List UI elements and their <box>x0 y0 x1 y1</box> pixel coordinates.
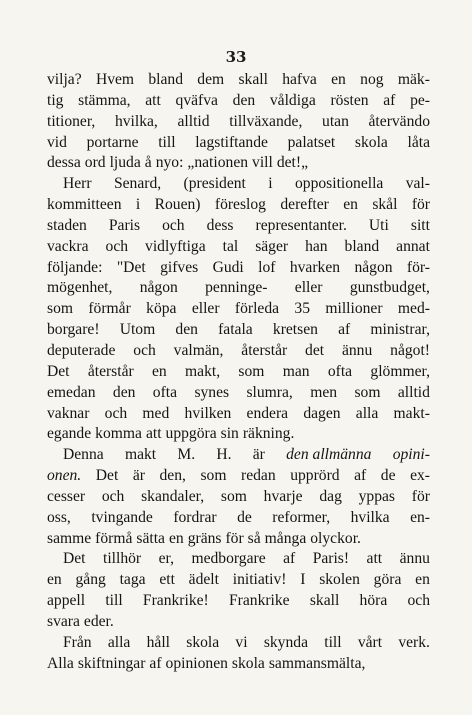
word: vill <box>252 154 273 172</box>
word: medborgare <box>191 550 266 568</box>
word: som <box>238 362 265 380</box>
word: som <box>220 487 247 505</box>
word: alla <box>355 404 379 422</box>
word: egande <box>47 425 92 443</box>
text-line <box>47 466 430 487</box>
word: verk. <box>398 633 430 651</box>
word: mäk- <box>397 71 430 88</box>
word: tal <box>222 237 239 255</box>
text-line <box>47 591 430 612</box>
word: af <box>283 550 296 568</box>
page-number: 33 <box>225 48 247 66</box>
text-line <box>47 70 430 91</box>
paragraph <box>47 549 430 632</box>
text-line <box>47 278 430 299</box>
word: mögenhet, <box>47 279 113 297</box>
word: dag <box>319 487 342 505</box>
word: bland <box>148 71 183 88</box>
text-line <box>47 383 430 404</box>
word: af <box>383 91 396 109</box>
word: göra <box>373 571 402 589</box>
word: Från <box>63 633 92 651</box>
text-line <box>47 612 430 633</box>
word: af <box>354 467 367 485</box>
word: olyckor. <box>310 529 361 547</box>
word: för <box>411 196 430 214</box>
word: för <box>225 529 244 547</box>
word: en <box>331 71 346 88</box>
text-line <box>47 258 430 279</box>
word: som <box>47 300 73 318</box>
word: räkning. <box>242 425 295 443</box>
word: Herr <box>63 175 92 193</box>
word: vaknar <box>47 404 90 422</box>
word: man <box>282 362 310 380</box>
word: dagen <box>303 404 341 422</box>
word: och <box>133 341 156 359</box>
text-line <box>47 445 430 466</box>
text-line <box>47 153 430 174</box>
word: är <box>132 467 145 485</box>
word: skolen <box>319 571 360 589</box>
word: å <box>144 154 152 172</box>
word: förmå <box>95 529 133 547</box>
word: (president <box>183 175 246 193</box>
word: bland <box>344 237 380 255</box>
word: Rouen) <box>154 196 201 214</box>
word: initiativ! <box>232 571 287 589</box>
word: Det <box>47 362 70 380</box>
word: återstår <box>87 362 134 380</box>
word: glömmer, <box>370 362 430 380</box>
word: staden <box>47 216 87 234</box>
word: "Det <box>116 258 146 276</box>
text-line <box>47 237 430 258</box>
word: opinionen <box>165 654 228 672</box>
word: att <box>366 550 383 568</box>
word: opini- <box>392 446 430 464</box>
word: hvarken <box>289 258 341 276</box>
word: Senard, <box>113 175 162 193</box>
word: den, <box>159 467 186 485</box>
word: portarne <box>86 133 139 151</box>
word: och <box>407 592 430 610</box>
word: makt- <box>393 404 430 422</box>
text-line <box>47 404 430 425</box>
word: hvilka <box>350 508 390 526</box>
word: ex- <box>410 467 430 485</box>
word: uppgöra <box>165 425 217 443</box>
word: gunstbudget, <box>349 279 430 297</box>
word: skål <box>372 196 398 214</box>
word: eller <box>191 300 220 318</box>
word: af <box>338 321 351 339</box>
word: en <box>415 571 430 589</box>
text-line <box>47 216 430 237</box>
word: skynda <box>263 633 308 651</box>
word: gräns <box>187 529 222 547</box>
word: skandaler, <box>141 487 205 505</box>
word: de <box>380 467 396 485</box>
word: af <box>149 654 162 672</box>
word: alltid <box>397 383 430 401</box>
word: Frankrike! <box>142 592 209 610</box>
word: Paris <box>108 216 141 234</box>
word: håll <box>146 633 170 651</box>
word: endera <box>246 404 289 422</box>
word: appell <box>47 592 86 610</box>
text-line <box>47 91 430 112</box>
word: makt <box>124 446 157 464</box>
paragraph <box>47 174 430 445</box>
text-line <box>47 112 430 133</box>
word: sammansmälta, <box>268 654 366 672</box>
word: tillhör <box>102 550 142 568</box>
word: Utom <box>119 321 156 339</box>
word: komma <box>95 425 142 443</box>
word: vi <box>235 633 248 651</box>
word: återvändo <box>368 112 430 130</box>
word: som <box>354 383 381 401</box>
word: ofta <box>327 362 353 380</box>
word: millioner <box>325 300 383 318</box>
word: för- <box>406 258 430 276</box>
text-line <box>47 362 430 383</box>
word: fordrar <box>173 508 217 526</box>
text-line <box>47 549 430 570</box>
word: H. <box>216 446 232 464</box>
word: den <box>232 91 256 109</box>
text-line <box>47 654 430 675</box>
word: dem <box>197 71 225 88</box>
text-line <box>47 570 430 591</box>
word: skiftningar <box>77 654 146 672</box>
word: makt, <box>185 362 221 380</box>
word: någon <box>354 258 393 276</box>
word: sin <box>220 425 239 443</box>
word: som <box>200 467 227 485</box>
word: qväfva <box>175 91 218 109</box>
word: sätta <box>136 529 165 547</box>
word: ministrar, <box>370 321 430 339</box>
word: en <box>343 196 358 214</box>
word: lof <box>258 258 276 276</box>
word: höra <box>359 592 388 610</box>
word: den allmänna <box>286 446 372 464</box>
word: med- <box>397 300 430 318</box>
word: vackra <box>47 237 89 255</box>
word: eller <box>294 279 323 297</box>
word: cesser <box>47 487 86 505</box>
word: upprörd <box>290 467 340 485</box>
word: Denna <box>63 446 104 464</box>
text-line <box>47 133 430 154</box>
word: pe- <box>410 91 430 109</box>
word: lagstiftande <box>195 133 268 151</box>
word: nog <box>360 71 384 88</box>
text-line <box>47 529 430 550</box>
text-line <box>47 320 430 341</box>
word: M. <box>177 446 196 464</box>
word: alla <box>107 633 131 651</box>
word: redan <box>241 467 276 485</box>
word: till <box>105 592 123 610</box>
word: ofta <box>152 383 178 401</box>
word: i <box>135 196 141 214</box>
text-line <box>47 633 430 654</box>
word: följande: <box>47 258 103 276</box>
word: förleda <box>234 300 280 318</box>
word: vårt <box>357 633 383 651</box>
word: borgare! <box>47 321 100 339</box>
word: det!„ <box>276 154 309 172</box>
word: oppositionella <box>294 175 384 193</box>
word: den <box>175 321 198 339</box>
word: köpa <box>146 300 177 318</box>
word: kretsen <box>272 321 318 339</box>
word: det <box>305 341 325 359</box>
word: eder. <box>83 612 114 630</box>
word: sitt <box>410 216 430 234</box>
word: kommitteen <box>47 196 122 214</box>
word: palatset <box>287 133 336 151</box>
word: er, <box>158 550 174 568</box>
word: till <box>324 633 342 651</box>
word: ord <box>84 154 106 172</box>
word: annat <box>396 237 430 255</box>
word: stämma, <box>78 91 131 109</box>
word: Det <box>95 467 119 485</box>
word: Hvem <box>95 71 135 88</box>
text-line <box>47 487 430 508</box>
word: ljuda <box>109 154 141 172</box>
word: är <box>252 446 265 464</box>
word: säger <box>255 237 289 255</box>
word: hvarje <box>263 487 303 505</box>
word: Uti <box>368 216 389 234</box>
word: för <box>411 487 430 505</box>
word: den <box>112 383 136 401</box>
word: och <box>105 237 129 255</box>
word: penninge- <box>205 279 268 297</box>
word: titioner, <box>47 112 96 130</box>
word: samme <box>47 529 92 547</box>
word: föreslog <box>214 196 266 214</box>
word: tillväxande, <box>229 112 303 130</box>
word: våldiga <box>269 91 316 109</box>
word: ädelt <box>188 571 219 589</box>
word: tvingande <box>91 508 153 526</box>
word: utan <box>322 112 349 130</box>
word: yppas <box>358 487 396 505</box>
text-line <box>47 424 430 445</box>
word: låta <box>407 133 430 151</box>
word: Gudi <box>212 258 244 276</box>
word: gång <box>75 571 106 589</box>
word: och <box>101 487 125 505</box>
word: 35 <box>294 300 310 318</box>
word: deputerade <box>47 341 116 359</box>
word: skola <box>186 633 220 651</box>
word: ännu <box>399 550 430 568</box>
word: representanter. <box>255 216 347 234</box>
paragraph <box>47 70 430 174</box>
word: alltid <box>177 112 210 130</box>
word: gifves <box>160 258 199 276</box>
text-line <box>47 174 430 195</box>
word: rösten <box>330 91 369 109</box>
word: en <box>47 571 62 589</box>
word: skola <box>354 133 388 151</box>
word: de <box>237 508 252 526</box>
word: Det <box>63 550 86 568</box>
paragraph <box>47 445 430 549</box>
word: många <box>264 529 307 547</box>
word: med <box>142 404 170 422</box>
word: nyo: <box>155 154 184 172</box>
word: dess <box>206 216 234 234</box>
word: taga <box>119 571 146 589</box>
text-line <box>47 341 430 362</box>
word: en- <box>410 508 430 526</box>
word: Paris! <box>312 550 350 568</box>
word: han <box>305 237 328 255</box>
word: derefter <box>280 196 329 214</box>
word: någon <box>139 279 178 297</box>
word: återstår <box>241 341 288 359</box>
word: förmår <box>88 300 131 318</box>
text-line <box>47 299 430 320</box>
word: onen. <box>47 467 82 485</box>
word: så <box>247 529 261 547</box>
word: svara <box>47 612 80 630</box>
word: vilja? <box>47 71 82 88</box>
word: vidlyftiga <box>145 237 206 255</box>
word: hvilken <box>184 404 232 422</box>
word: skola <box>231 654 265 672</box>
word: ett <box>159 571 175 589</box>
word: val- <box>405 175 430 193</box>
word: till <box>158 133 176 151</box>
word: att <box>145 91 161 109</box>
word: skall <box>309 592 340 610</box>
word: ännu <box>341 341 373 359</box>
word: reformer, <box>272 508 331 526</box>
word: att <box>145 425 162 443</box>
body-text <box>47 70 430 674</box>
word: en <box>152 362 167 380</box>
word: skall <box>238 71 268 88</box>
paragraph <box>47 633 430 675</box>
word: hvilka, <box>114 112 158 130</box>
word: slumra, <box>246 383 293 401</box>
word: oss, <box>47 508 71 526</box>
word: Frankrike <box>228 592 290 610</box>
word: tig <box>47 91 64 109</box>
word: en <box>168 529 184 547</box>
text-line <box>47 195 430 216</box>
word: valmän, <box>173 341 224 359</box>
word: hafva <box>282 71 317 88</box>
word: och <box>104 404 128 422</box>
text-line <box>47 508 430 529</box>
word: dessa <box>47 154 81 172</box>
word: emedan <box>47 383 96 401</box>
word: fatala <box>218 321 253 339</box>
word: synes <box>194 383 230 401</box>
word: Alla <box>47 654 74 672</box>
word: och <box>162 216 185 234</box>
word: i <box>268 175 273 193</box>
word: vid <box>47 133 67 151</box>
word: men <box>310 383 338 401</box>
word: något! <box>390 341 430 359</box>
word: „nationen <box>187 154 249 172</box>
word: I <box>300 571 306 589</box>
